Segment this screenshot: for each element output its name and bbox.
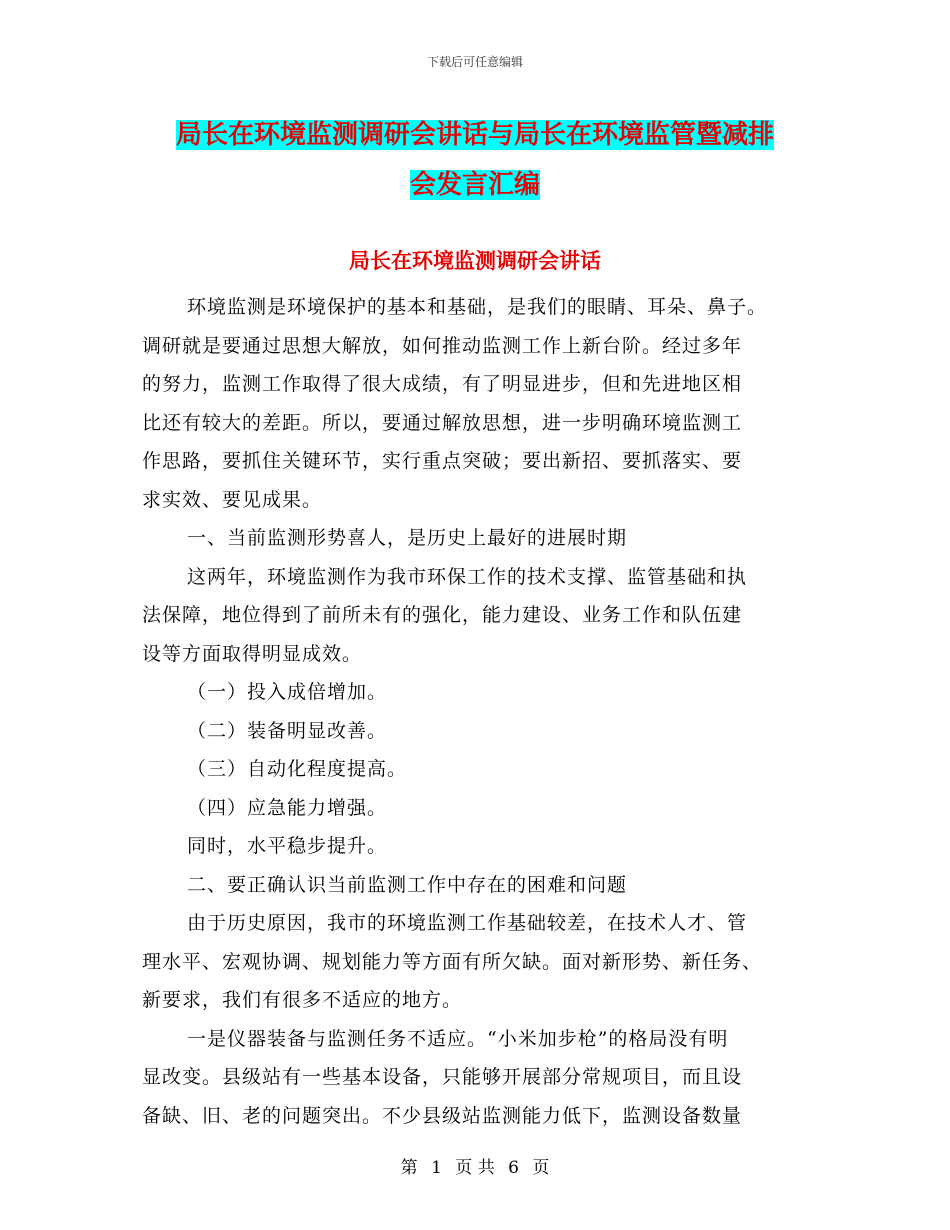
paragraph-line: 一是仪器装备与监测任务不适应。“小米加步枪”的格局没有明 [187,1027,729,1050]
list-item: （一）投入成倍增加。 [187,681,388,703]
paragraph-line: 同时，水平稳步提升。 [187,835,388,857]
page-header: 下载后可任意编辑 [426,55,523,69]
paragraph-line: 作思路，要抓住关键环节，实行重点突破；要出新招、要抓落实、要 [142,450,743,472]
list-item: （四）应急能力增强。 [187,796,388,819]
paragraph-line: 理水平、宏观协调、规划能力等方面有所欠缺。面对新形势、新任务、 [142,950,763,973]
paragraph-line: 的努力，监测工作取得了很大成绩，有了明显进步，但和先进地区相 [142,373,743,395]
document-body [142,288,810,1135]
heading-line: 一、当前监测形势喜人，是历史上最好的进展时期 [187,527,628,549]
document-title [0,110,950,210]
list-item: （三）自动化程度提高。 [187,758,408,780]
paragraph-line: 备缺、旧、老的问题突出。不少县级站监测能力低下，监测设备数量 [142,1104,743,1127]
paragraph-line: 法保障，地位得到了前所未有的强化，能力建设、业务工作和队伍建 [142,604,743,626]
page-total: 6 [508,1158,519,1178]
title-line-2: 会发言汇编 [409,170,540,200]
paragraph-line: 这两年，环境监测作为我市环保工作的技术支撑、监管基础和执 [187,565,748,588]
paragraph-line: 新要求，我们有很多不适应的地方。 [142,989,463,1011]
heading-line: 二、要正确认识当前监测工作中存在的困难和问题 [187,873,628,896]
paragraph-line: 比还有较大的差距。所以，要通过解放思想，进一步明确环境监测工 [142,411,743,434]
paragraph-line: 环境监测是环境保护的基本和基础，是我们的眼睛、耳朵、鼻子。 [187,296,768,318]
footer-mid: 页 共 [455,1158,495,1178]
list-item: （二）装备明显改善。 [187,719,388,742]
title-line-1: 局长在环境监测调研会讲话与局长在环境监管暨减排 [175,120,774,150]
paragraph-line: 由于历史原因，我市的环境监测工作基础较差，在技术人才、管 [187,912,748,934]
paragraph-line: 调研就是要通过思想大解放，如何推动监测工作上新台阶。经过多年 [142,334,743,357]
paragraph-line: 显改变。县级站有一些基本设备，只能够开展部分常规项目，而且设 [142,1066,743,1088]
page-number: 1 [431,1158,442,1178]
paragraph-line: 设等方面取得明显成效。 [142,642,363,665]
section-title: 局长在环境监测调研会讲话 [349,249,601,273]
page-footer [0,1153,950,1178]
paragraph-line: 求实效、要见成果。 [142,488,323,511]
footer-suffix: 页 [532,1158,550,1178]
footer-prefix: 第 [400,1158,418,1178]
